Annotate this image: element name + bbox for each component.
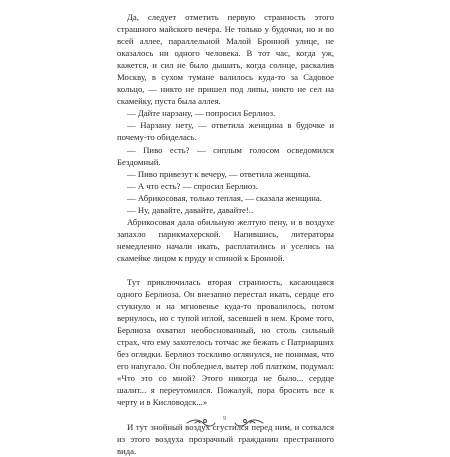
- paragraph: — Нарзану нету, — ответила женщина в будочке и почему-то обиделась.: [117, 120, 334, 143]
- paragraph: Да, следует отметить первую странность этого страшного майского вечера. Не только у будочки, но и во всей аллее, параллельной Малой Бронной улице, не оказалось ни одного человека. В тот час, когда уж, кажется, и сил не было дышать, когда солнце, раскалив Москву, в сухом тумане валилось куда-то за Садовое кольцо, — никто не пришел под липы, никто не сел на скамейку, пуста была аллея.: [117, 12, 334, 107]
- paragraph: Абрикосовая дала обильную желтую пену, и в воздухе запахло парикмахерской. Напившись, литераторы немедленно начали икать, расплатились и уселись на скамейке лицом к пруду и спиной к Бронной.: [117, 216, 334, 263]
- paragraph: — Дайте нарзану, — попросил Берлиоз.: [127, 108, 276, 119]
- paragraph: — А что есть? — спросил Берлиоз.: [127, 180, 258, 191]
- page-number: 9: [223, 416, 226, 422]
- paragraph: — Пиво привезут к вечеру, — ответила женщина.: [127, 168, 311, 179]
- paragraph: — Ну, давайте, давайте, давайте!..: [127, 204, 254, 215]
- page-text: [117, 11, 334, 457]
- paragraph: — Пиво есть? — сиплым голосом осведомился Бездомный.: [117, 144, 334, 167]
- paragraph: И тут знойный воздух сгустился перед ним, и соткался из этого воздуха прозрачный гражданин престранного вида.: [117, 421, 334, 456]
- paragraph: — Абрикосовая, только теплая, — сказала женщина.: [127, 192, 322, 203]
- paragraph: Тут приключилась вторая странность, касающаяся одного Берлиоза. Он внезапно перестал икать, сердце его стукнуло и на мгновенье куда-то провалилось, потом вернулось, но с тупой иглой, засевшей в нем. Кроме того, Берлиоза охватил необоснованный, но столь сильный страх, что ему захотелось тотчас же бежать с Патриарших без оглядки. Берлиоз тоскливо оглянулся, не понимая, что его напугало. Он побледнел, вытер лоб платком, подумал: «Что это со мной? Этого никогда не было... сердце шалит... я переутомился. Пожалуй, пора бросить все к черту и в Кисловодск...»: [117, 276, 334, 408]
